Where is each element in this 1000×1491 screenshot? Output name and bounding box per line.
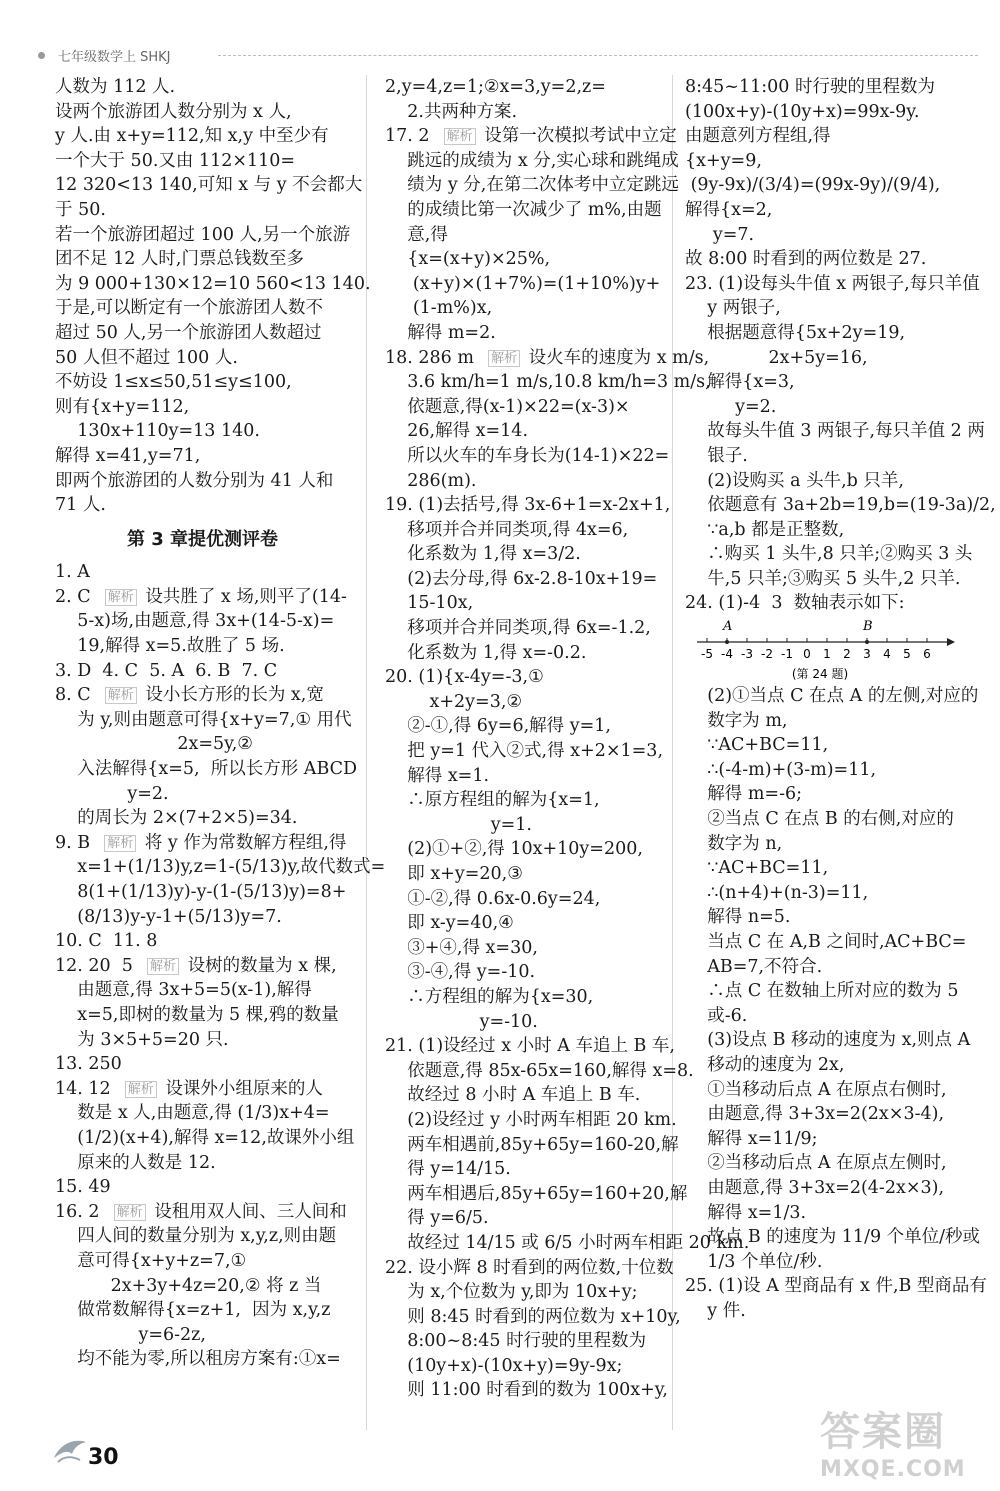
analysis-tag: 解析 [147,958,179,975]
column-right [685,75,996,1324]
answer-line: 牛,5 只羊;③购买 5 头牛,2 只羊. [685,568,961,589]
answer-line: y=2. [55,783,169,804]
number-line-figure [685,616,970,684]
answer-line: 解得 x=1. [385,765,490,786]
analysis-tag: 解析 [104,835,136,852]
answer-line: 把 y=1 代入②式,得 x+2×1=3, [385,741,664,762]
watermark-bottom: MXQE.COM [820,1457,966,1482]
answer-line: 25. (1)设 A 型商品有 x 件,B 型商品有 [685,1276,987,1297]
answer-line: 18. 286 m 解析 设火车的速度为 x m/s, [385,347,710,368]
answer-line: 由题意,得 3x+5=5(x-1),解得 [55,980,312,1001]
number-line-tick-label: -4 [721,647,733,662]
arrow-right-icon [947,638,955,646]
answer-line: 2.共两种方案. [385,101,518,122]
answer-line: 1. A [55,562,90,583]
answer-line: 17. 2 解析 设第一次模拟考试中立定 [385,126,677,147]
answer-line: 故点 B 的速度为 11/9 个单位/秒或 [685,1227,981,1248]
analysis-tag: 解析 [488,350,520,367]
answer-line: (x+y)×(1+7%)=(1+10%)y+ [385,273,661,294]
answer-line: y=1. [385,814,532,835]
figure-caption: (第 24 题) [791,667,849,682]
answer-line: 跳远的成绩为 x 分,实心球和跳绳成 [385,150,679,171]
answer-line: 数是 x 人,由题意,得 (1/3)x+4= [55,1103,330,1124]
header-title: 七年级数学上 SHKJ [58,50,171,65]
answer-line: ∴(n+4)+(n-3)=11, [685,882,869,903]
answer-line: 意可得{x+y+z=7,① [55,1250,247,1271]
answer-line: (2)设购买 a 头牛,b 只羊, [685,470,904,491]
text-line: 人数为 112 人. [55,77,176,97]
point-a-label: A [723,619,733,635]
answer-line: 意,得 [385,224,448,245]
answer-line: 12. 20 5 解析 设树的数量为 x 棵, [55,955,337,976]
number-line-tick-label: 6 [923,647,931,662]
section-heading: 第 3 章提优测评卷 [126,528,279,550]
answer-line: 2x+5y=16, [685,347,868,368]
answer-line: 或-6. [685,1005,748,1026]
text-line: 即两个旅游团的人数分别为 41 人和 [55,470,334,491]
answer-line: 得 y=14/15. [385,1159,511,1180]
answer-line: 的周长为 2×(7+2×5)=34. [55,808,298,829]
number-line-tick-label: 2 [843,647,851,662]
text-line: 于 50. [55,199,106,220]
answer-line: x=5,即树的数量为 5 棵,鸦的数量 [55,1004,339,1025]
answer-line: 解得 m=-6; [685,784,803,805]
answer-line: y 件. [685,1300,746,1321]
text-line: 12 320<13 140,可知 x 与 y 不会都大 [55,175,363,196]
answer-line: 16. 2 解析 设租用双人间、三人间和 [55,1201,347,1222]
answer-line: 23. (1)设每头牛值 x 两银子,每只羊值 [685,273,980,294]
answer-line: 2. C 解析 设共胜了 x 场,则平了(14- [55,586,347,607]
answer-line: 化系数为 1,得 x=3/2. [385,544,581,565]
answer-line: (9y-9x)/(3/4)=(99x-9y)/(9/4), [685,175,941,196]
answer-line: (100x+y)-(10y+x)=99x-9y. [685,101,920,122]
analysis-tag: 解析 [444,128,476,145]
number-line-svg [685,616,955,684]
number-line-tick-label: -3 [741,647,753,662]
answer-line: 8. C 解析 设小长方形的长为 x,宽 [55,685,324,706]
answer-line: 则 8:45 时看到的两位数为 x+10y, [385,1306,681,1327]
answer-line: 解得 x=11/9; [685,1128,818,1149]
watermark-logo [820,1400,966,1482]
answer-line: ∴(-4-m)+(3-m)=11, [685,759,877,780]
answer-line: 24. (1)-4 3 数轴表示如下: [685,593,905,614]
answer-line: ∵AC+BC=11, [685,858,829,879]
page-number: 30 [88,1445,119,1470]
answer-line: 即 x-y=40,④ [385,913,514,934]
answer-line: 故每头牛值 3 两银子,每只羊值 2 两 [685,421,985,442]
answer-line: 15. 49 [55,1177,111,1198]
answer-line: 绩为 y 分,在第二次体考中立定跳远 [385,175,679,196]
text-line: 解得 x=41,y=71, [55,445,201,466]
answer-line: ∴购买 1 头牛,8 只羊;②购买 3 头 [685,544,973,565]
number-line-point [865,640,869,644]
answer-line: 四人间的数量分别为 x,y,z,则由题 [55,1226,337,1247]
answer-line: 数字为 n, [685,833,783,854]
answer-line: 化系数为 1,得 x=-0.2. [385,642,587,663]
answer-line: 两车相遇前,85y+65y=160-20,解 [385,1134,679,1155]
answer-line: {x=(x+y)×25%, [385,249,551,270]
text-line: 若一个旅游团超过 100 人,另一个旅游 [55,224,351,245]
answer-line: AB=7,不符合. [685,956,823,977]
answer-line: (2)①当点 C 在点 A 的左侧,对应的 [685,686,979,707]
text-line: 超过 50 人,另一个旅游团人数超过 [55,322,322,343]
analysis-tag: 解析 [114,1204,146,1221]
answer-line: (2)去分母,得 6x-2.8-10x+19= [385,568,658,589]
number-line-tick-label: -1 [781,647,793,662]
number-line-tick-label: 0 [803,647,811,662]
answer-line: 解得{x=2, [685,199,773,220]
column-divider-2 [672,75,673,1430]
answer-line: 依题意,得 85x-65x=160,解得 x=8. [385,1060,694,1081]
answer-line: ③-④,得 y=-10. [385,962,536,983]
answer-line: y 两银子, [685,298,781,319]
answer-line: ∵a,b 都是正整数, [685,519,845,540]
number-line-tick-label: 5 [903,647,911,662]
number-line-tick-label: -5 [701,647,713,662]
answer-line: 得 y=6/5. [385,1208,489,1229]
answer-line: (1/2)(x+4),解得 x=12,故课外小组 [55,1127,355,1148]
text-line: 71 人. [55,495,106,516]
answer-line: 由题意,得 3+3x=2(2x×3-4), [685,1104,945,1125]
answer-line: (2)设经过 y 小时两车相距 20 km. [385,1109,677,1130]
analysis-tag: 解析 [105,687,137,704]
answer-line: 根据题意得{5x+2y=19, [685,322,906,343]
analysis-tag: 解析 [105,589,137,606]
text-line: y 人.由 x+y=112,知 x,y 中至少有 [55,126,329,147]
answer-block-chapter3 [55,560,386,1372]
answer-line: ①-②,得 0.6x-0.6y=24, [385,888,601,909]
answer-line: x+2y=3,② [385,691,523,712]
text-line: 团不足 12 人时,门票总钱数至多 [55,249,304,270]
answer-line: 银子. [685,445,748,466]
header-rule [218,55,978,56]
answer-line: ②当点 C 在点 B 的右侧,对应的 [685,809,954,830]
answer-line: 解得 m=2. [385,322,496,343]
answer-line: 26,解得 x=14. [385,421,529,442]
answer-line: 两车相遇后,85y+65y=160+20,解 [385,1183,688,1204]
answer-line: 移项并合并同类项,得 4x=6, [385,519,629,540]
text-line: 则有{x+y=112, [55,396,190,417]
number-line-tick-label: 1 [823,647,831,662]
answer-line: ①当移动后点 A 在原点右侧时, [685,1079,947,1100]
answer-line: 8(1+(1/13)y)-y-(1-(5/13)y)=8+ [55,882,347,902]
answer-line: ∴点 C 在数轴上所对应的数为 5 [685,981,959,1002]
answer-line: 解得 n=5. [685,907,791,928]
answer-line: 移项并合并同类项,得 6x=-1.2, [385,618,651,639]
answer-line: (2)①+②,得 10x+10y=200, [385,839,643,860]
answer-line: (3)设点 B 移动的速度为 x,则点 A [685,1030,971,1051]
answer-line: (10y+x)-(10x+y)=9y-9x; [385,1355,623,1376]
text-line: 为 9 000+130×12=10 560<13 140. [55,273,371,294]
answer-line: 19. (1)去括号,得 3x-6+1=x-2x+1, [385,495,671,516]
dolphin-logo-icon [52,1436,88,1466]
answer-line: 所以火车的车身长为(14-1)×22= [385,445,670,466]
answer-line: (1-m%)x, [385,298,493,319]
answer-line: (8/13)y-y-1+(5/13)y=7. [55,906,282,927]
answer-line: ∴方程组的解为{x=30, [385,986,594,1007]
answer-line: 10. C 11. 8 [55,931,158,952]
answer-line: 由题意列方程组,得 [685,126,831,147]
bullet-dot-icon [38,52,45,59]
answer-line: ②-①,得 6y=6,解得 y=1, [385,716,611,737]
analysis-tag: 解析 [125,1081,157,1098]
text-line: 于是,可以断定有一个旅游团人数不 [55,298,324,319]
answer-line: 2x+3y+4z=20,② 将 z 当 [55,1275,322,1296]
answer-line: y=7. [685,224,755,245]
text-line: 不妨设 1≤x≤50,51≤y≤100, [55,372,292,393]
answer-line: 故 8:00 时看到的两位数是 27. [685,249,927,270]
answer-line: 2,y=4,z=1;②x=3,y=2,z= [385,77,606,97]
answer-line: 故经过 8 小时 A 车追上 B 车. [385,1085,641,1106]
answer-line: 解得 x=1/3. [685,1202,807,1223]
answer-line: 19,解得 x=5.故胜了 5 场. [55,636,285,657]
answer-line: 3.6 km/h=1 m/s,10.8 km/h=3 m/s, [385,372,711,393]
answer-line: 21. (1)设经过 x 小时 A 车追上 B 车, [385,1036,675,1057]
answer-line: ∴原方程组的解为{x=1, [385,790,600,811]
answer-line: y=6-2z, [55,1324,206,1345]
answer-line: 依题意,得(x-1)×22=(x-3)× [385,396,630,417]
number-line-point [725,640,729,644]
answer-line: 8:00~8:45 时行驶的里程数为 [385,1331,647,1352]
text-line: 设两个旅游团人数分别为 x 人, [55,101,292,122]
answer-line: 原来的人数是 12. [55,1152,216,1173]
answer-line: 20. (1){x-4y=-3,① [385,667,544,688]
answer-line: 15-10x, [385,593,474,614]
answer-line: 为 3×5+5=20 只. [55,1029,229,1050]
answer-line: 当点 C 在 A,B 之间时,AC+BC= [685,932,967,952]
answer-line: 即 x+y=20,③ [385,864,523,884]
answer-line: 9. B 解析 将 y 作为常数解方程组,得 [55,832,347,853]
answer-line: 1/3 个单位/秒. [685,1251,823,1272]
answer-line: 故经过 14/15 或 6/5 小时两车相距 20 km. [385,1232,750,1253]
answer-line: 均不能为零,所以租房方案有:①x= [55,1349,341,1370]
answer-line: ②当移动后点 A 在原点左侧时, [685,1153,947,1174]
number-line-tick-label: 4 [883,647,891,662]
text-line: 50 人但不超过 100 人. [55,347,238,368]
answer-line: y=-10. [385,1011,538,1032]
answer-line: {x+y=9, [685,150,762,171]
column-left [55,75,386,1372]
answer-line: 为 x,个位数为 y,即为 10x+y; [385,1282,638,1303]
answer-line: 入法解得{x=5, 所以长方形 ABCD [55,759,358,780]
answer-line: 14. 12 解析 设课外小组原来的人 [55,1078,323,1099]
text-line: 130x+110y=13 140. [55,421,260,442]
answer-line: 解得{x=3, [685,372,795,393]
number-line-tick-label: -2 [761,647,773,662]
answer-line: 5-x)场,由题意,得 3x+(14-5-x)= [55,611,335,632]
answer-block-right-bottom [685,684,987,1323]
answer-line: 286(m). [385,470,477,491]
answer-line: y=2. [685,396,777,417]
answer-line: 移动的速度为 2x, [685,1054,845,1075]
answer-line: ③+④,得 x=30, [385,937,538,958]
answer-line: x=1+(1/13)y,z=1-(5/13)y,故代数式= [55,857,386,878]
answer-line: 22. 设小辉 8 时看到的两位数,十位数 [385,1257,674,1278]
answer-line: 做常数解得{x=z+1, 因为 x,y,z [55,1300,331,1321]
answer-line: ∵AC+BC=11, [685,735,829,756]
answer-line: 的成绩比第一次减少了 m%,由题 [385,199,662,220]
answer-block-tourist [55,75,371,518]
text-line: 一个大于 50.又由 112×110= [55,150,296,171]
answer-line: 由题意,得 3+3x=2(4-2x×3), [685,1177,945,1198]
point-b-label: B [863,619,873,635]
page-header [38,46,978,66]
answer-line: 数字为 m, [685,710,788,731]
answer-block-right-top [685,75,996,616]
answer-line: 为 y,则由题意可得{x+y=7,① 用代 [55,709,352,730]
watermark-top: 答案圈 [820,1409,946,1455]
answer-line: 3. D 4. C 5. A 6. B 7. C [55,660,278,681]
answer-line: 依题意有 3a+2b=19,b=(19-3a)/2, [685,495,996,516]
answer-line: 2x=5y,② [55,734,253,755]
answer-line: 则 11:00 时看到的数为 100x+y, [385,1380,668,1401]
answer-line: 13. 250 [55,1054,122,1075]
answer-line: 8:45~11:00 时行驶的里程数为 [685,77,935,97]
number-line-tick-label: 3 [863,647,871,662]
